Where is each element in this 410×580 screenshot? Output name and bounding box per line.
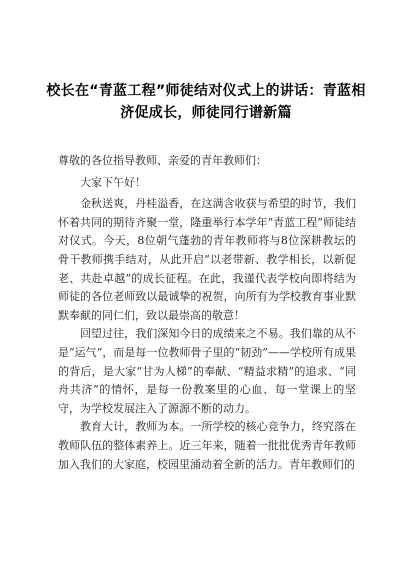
- body-paragraph: 回望过往，我们深知今日的成绩来之不易。我们靠的从不是“运气”，而是每一位教师骨子里的“韧劲”——学校所有成果的背后，是大家“甘为人梯”的奉献、“精益求精”的追求、“同舟共济”的情怀，是每一份教案里的心血、每一堂课上的坚守，为学校发展注入了源源不断的动力。: [58, 327, 356, 415]
- document-body: [58, 152, 356, 474]
- document-title: 校长在“青蓝工程”师徒结对仪式上的讲话：青蓝相济促成长，师徒同行谱新篇: [46, 83, 366, 121]
- greeting: 大家下午好！: [80, 175, 146, 189]
- body-paragraph: 教育大计，教师为本。一所学校的核心竞争力，终究落在教师队伍的整体素养上。近三年来，随着一批批优秀青年教师加入我们的大家庭，校园里涌动着全新的活力。青年教师们的: [58, 420, 356, 471]
- body-paragraph: 金秋送爽，丹桂溢香，在这满含收获与希望的时节，我们怀着共同的期待齐聚一堂，隆重举行本学年“青蓝工程”师徒结对仪式。今天，8位朝气蓬勃的青年教师将与8位深耕教坛的骨干教师携手结对，从此开启“以老带新、教学相长，以新促老、共赴卓越”的成长征程。在此，我谨代表学校向即将结为师徒的各位老师致以最诚挚的祝贺，向所有为学校教育事业默默奉献的同仁们，致以最崇高的敬意！: [58, 197, 356, 322]
- salutation: 尊敬的各位指导教师、亲爱的青年教师们：: [58, 154, 267, 167]
